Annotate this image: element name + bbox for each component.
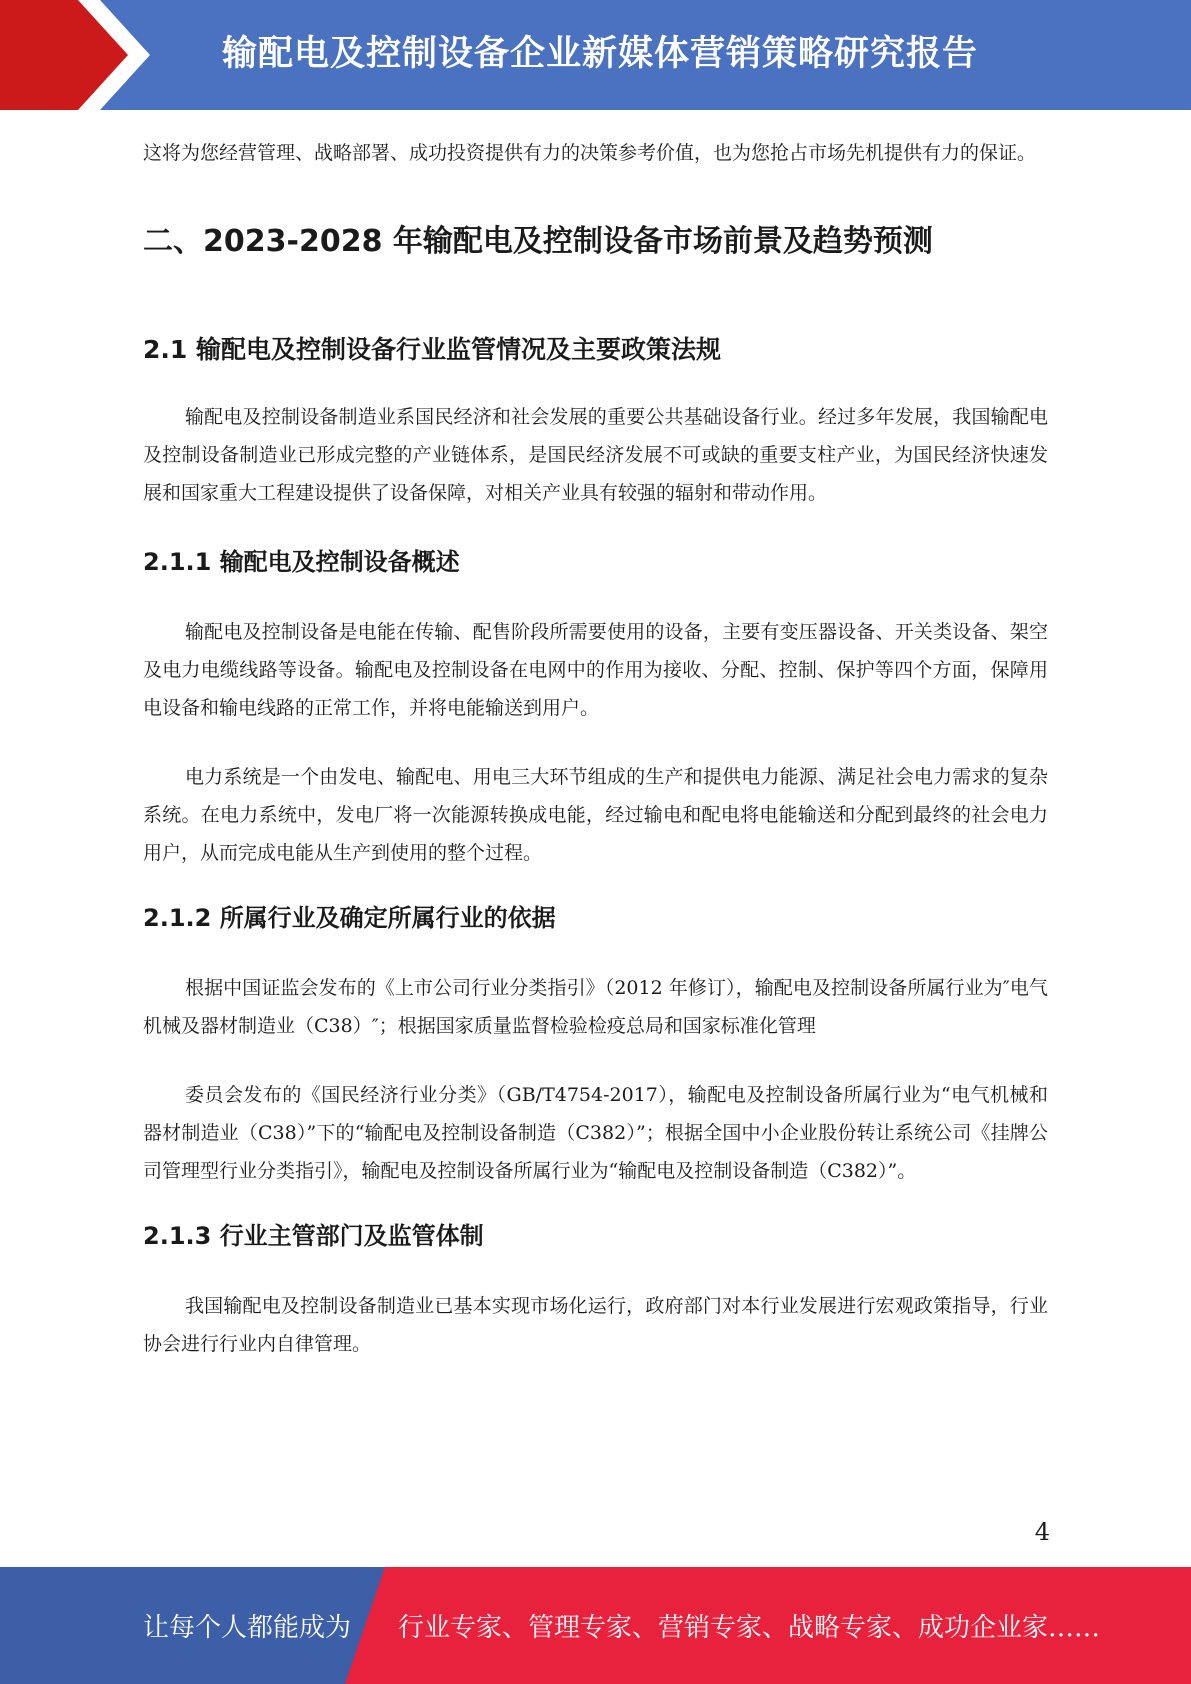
page-footer (0, 1567, 1191, 1684)
section-2-1-2-heading: 2.1.2 所属行业及确定所属行业的依据 (143, 904, 556, 932)
section-2-1-paragraph: 输配电及控制设备制造业系国民经济和社会发展的重要公共基础设备行业。经过多年发展，我国输配电及控制设备制造业已形成完整的产业链体系，是国民经济发展不可或缺的重要支柱产业，为国民经济快速发展和国家重大工程建设提供了设备保障，对相关产业具有较强的辐射和带动作用。 (143, 406, 1048, 504)
section-2-heading: 二、2023-2028 年输配电及控制设备市场前景及趋势预测 (143, 224, 933, 259)
section-2-1-3-heading: 2.1.3 行业主管部门及监管体制 (143, 1222, 484, 1250)
section-2-1-1-heading: 2.1.1 输配电及控制设备概述 (143, 548, 460, 576)
section-2-1-heading: 2.1 输配电及控制设备行业监管情况及主要政策法规 (143, 335, 721, 364)
report-title: 输配电及控制设备企业新媒体营销策略研究报告 (222, 34, 979, 74)
page-content (143, 134, 1048, 1363)
section-2-1-2-paragraph-1: 根据中国证监会发布的《上市公司行业分类指引》（2012 年修订），输配电及控制设备所属行业为″电气机械及器材制造业（C38）″；根据国家质量监督检验检疫总局和国家标准化管理 (143, 977, 1048, 1037)
section-2-1-1-paragraph-2: 电力系统是一个由发电、输配电、用电三大环节组成的生产和提供电力能源、满足社会电力需求的复杂系统。在电力系统中，发电厂将一次能源转换成电能，经过输电和配电将电能输送和分配到最终的社会电力用户，从而完成电能从生产到使用的整个过程。 (143, 766, 1048, 864)
footer-slogan-right: 行业专家、管理专家、营销专家、战略专家、成功企业家…… (398, 1613, 1101, 1643)
intro-paragraph: 这将为您经营管理、战略部署、成功投资提供有力的决策参考价值，也为您抢占市场先机提供有力的保证。 (143, 142, 1037, 164)
section-2-1-3-paragraph: 我国输配电及控制设备制造业已基本实现市场化运行，政府部门对本行业发展进行宏观政策指导，行业协会进行行业内自律管理。 (143, 1295, 1048, 1355)
page-header (0, 0, 1191, 110)
section-2-1-2-paragraph-2: 委员会发布的《国民经济行业分类》（GB/T4754-2017），输配电及控制设备所属行业为“电气机械和器材制造业（C38）”下的“输配电及控制设备制造（C382）”；根据全国中小企业股份转让系统公司《挂牌公司管理型行业分类指引》，输配电及控制设备所属行业为“输配电及控制设备制造（C382）”。 (143, 1084, 1048, 1182)
section-2-1-1-paragraph-1: 输配电及控制设备是电能在传输、配售阶段所需要使用的设备，主要有变压器设备、开关类设备、架空及电力电缆线路等设备。输配电及控制设备在电网中的作用为接收、分配、控制、保护等四个方面，保障用电设备和输电线路的正常工作，并将电能输送到用户。 (143, 621, 1048, 719)
footer-slogan-left: 让每个人都能成为 (143, 1613, 352, 1643)
page-number: 4 (1034, 1518, 1050, 1546)
